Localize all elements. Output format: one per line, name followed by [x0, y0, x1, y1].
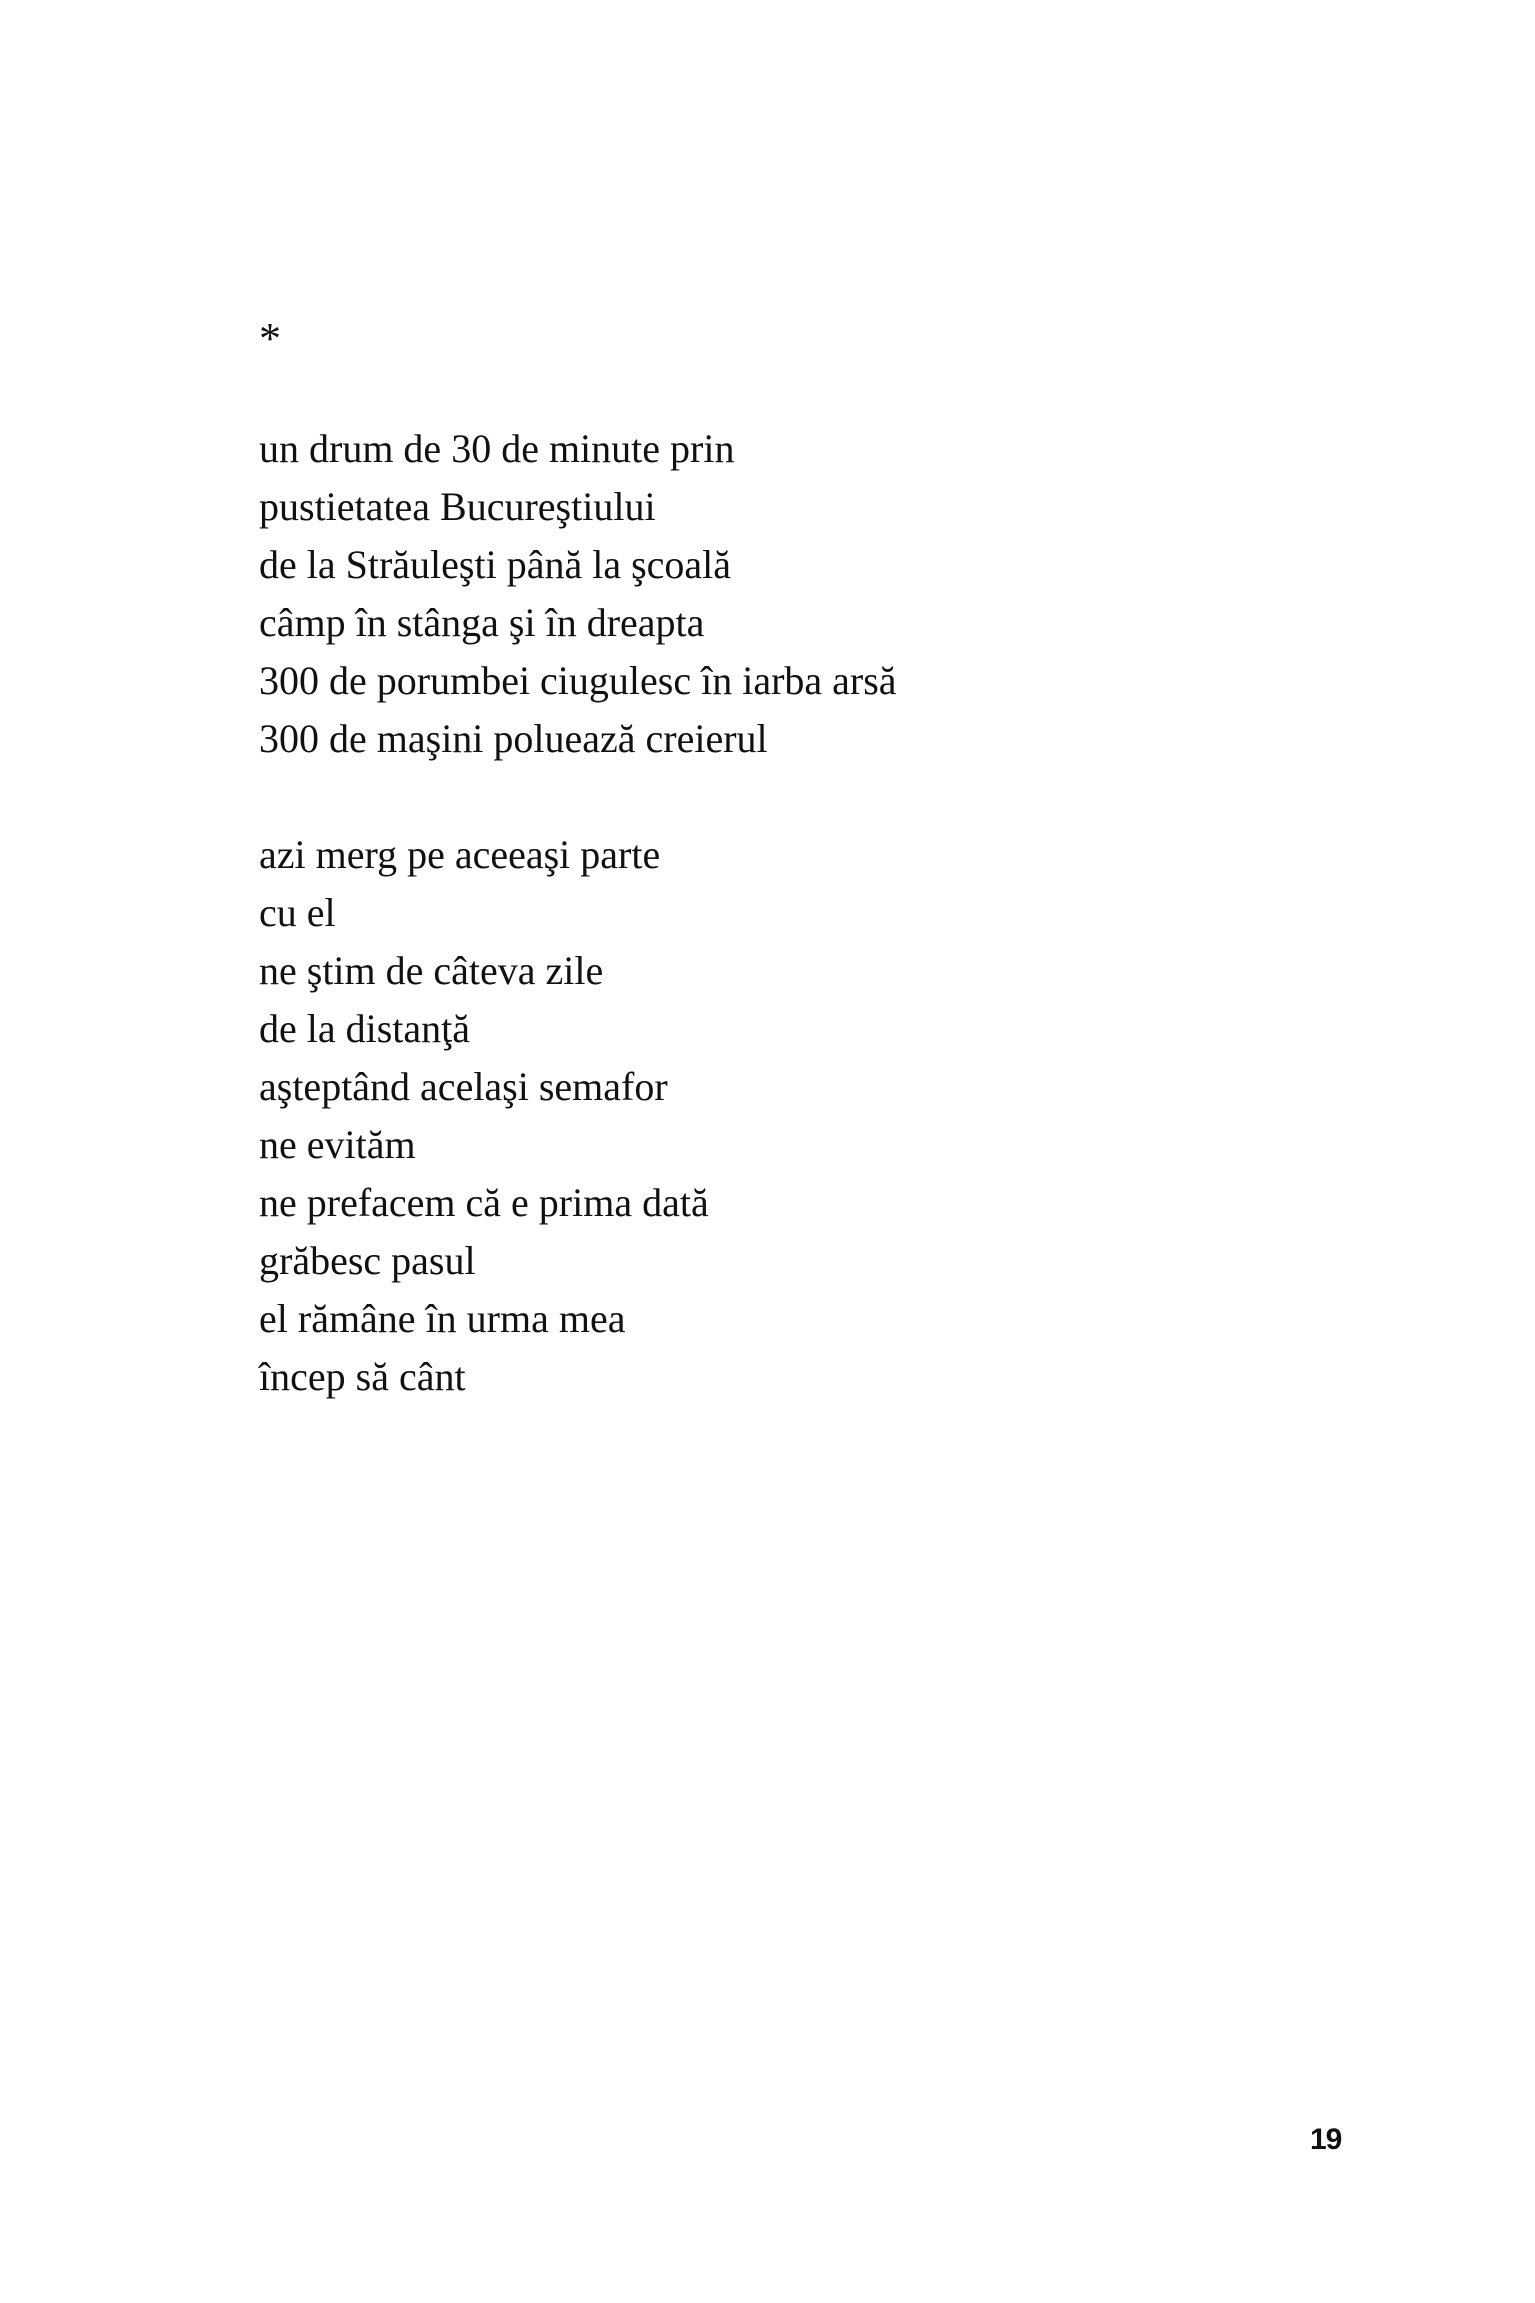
poem-line: grăbesc pasul	[259, 1238, 476, 1283]
poem-line: de la distanţă	[259, 1006, 471, 1051]
poem-line: de la Străuleşti până la şcoală	[259, 542, 732, 587]
poem-line: 300 de porumbei ciugulesc în iarba arsă	[259, 658, 897, 703]
poem-line: el rămâne în urma mea	[259, 1296, 626, 1341]
poem-line: pustietatea Bucureştiului	[259, 484, 656, 529]
poem-line: ne prefacem că e prima dată	[259, 1180, 709, 1225]
page-number: 19	[1310, 2123, 1342, 2156]
poem-separator-asterisk: *	[259, 314, 281, 363]
poem-line: câmp în stânga şi în dreapta	[259, 600, 705, 645]
poem-line: cu el	[259, 890, 336, 935]
poem-line: încep să cânt	[259, 1354, 466, 1399]
poem-line: un drum de 30 de minute prin	[259, 426, 735, 471]
stanza-2	[259, 826, 1259, 1406]
poem	[259, 310, 1259, 1464]
poem-line: azi merg pe aceeaşi parte	[259, 832, 661, 877]
poem-line: ne ştim de câteva zile	[259, 948, 604, 993]
poem-line: 300 de maşini poluează creierul	[259, 716, 768, 761]
poem-line: ne evităm	[259, 1122, 416, 1167]
stanza-1	[259, 420, 1259, 768]
poem-line: aşteptând acelaşi semafor	[259, 1064, 668, 1109]
